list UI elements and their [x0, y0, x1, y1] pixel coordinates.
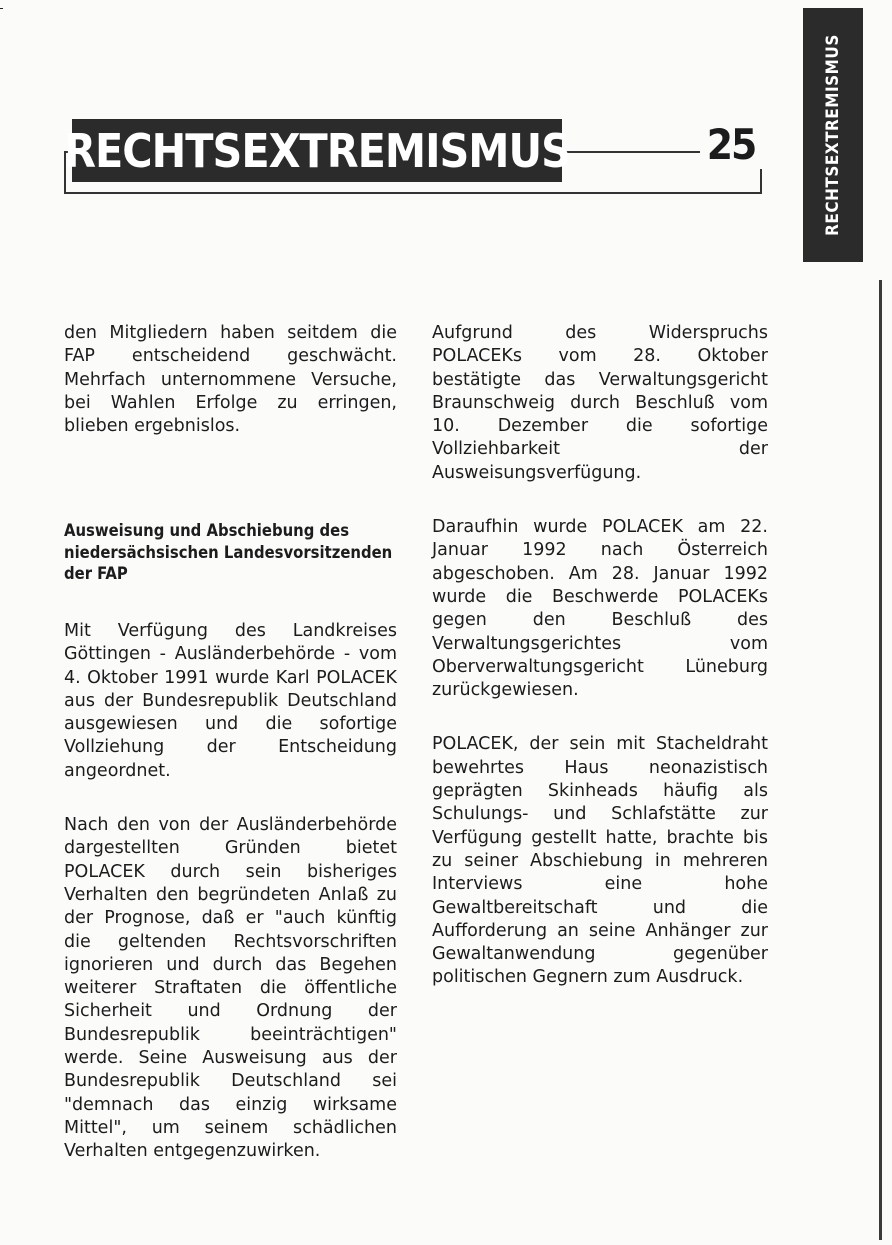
- side-chapter-tab-label: RECHTSEXTREMISMUS: [823, 34, 843, 236]
- paragraph: POLACEK, der sein mit Stacheldraht bewehrtes Haus neonazistisch geprägten Skinheads häufig als Schulungs- und Schlafstätte zur Verfügung gestellt hatte, brachte bis zu seiner Abschiebung in mehreren Interviews eine hohe Gewaltbereitschaft und die Aufforderung an seine Anhänger zur Gewaltanwendung gegenüber politischen Gegnern zum Ausdruck.: [432, 734, 768, 988]
- page-number: 25: [700, 120, 762, 169]
- left-column: [64, 322, 397, 1195]
- chapter-title: RECHTSEXTREMISMUS: [64, 123, 570, 178]
- page-edge-mark: [0, 8, 3, 9]
- header-rule: [562, 151, 702, 153]
- paragraph: Aufgrund des Widerspruchs POLACEKs vom 28. Oktober bestätigte das Verwaltungsgericht Braunschweig durch Beschluß vom 10. Dezember die sofortige Vollziehbarkeit der Ausweisungsverfügung.: [432, 323, 768, 483]
- paragraph: Daraufhin wurde POLACEK am 22. Januar 1992 nach Österreich abgeschoben. Am 28. Januar 1992 wurde die Beschwerde POLACEKs gegen den Beschluß des Verwaltungsgerichtes vom Oberverwaltungsgericht Lüneburg zurückgewiesen.: [432, 517, 768, 701]
- paragraph: den Mitgliedern haben seitdem die FAP entscheidend geschwächt. Mehrfach unternommene Versuche, bei Wahlen Erfolge zu erringen, blieben ergebnislos.: [64, 323, 397, 437]
- chapter-title-banner: [64, 119, 570, 182]
- right-column: [432, 322, 768, 1021]
- page-edge-line: [879, 280, 882, 1240]
- section-heading: Ausweisung und Abschiebung des niedersächsischen Landesvorsitzenden der FAP: [64, 521, 393, 584]
- side-chapter-tab: [803, 8, 863, 262]
- paragraph: Nach den von der Ausländerbehörde dargestellten Gründen bietet POLACEK durch sein bisheriges Verhalten den begründeten Anlaß zu der Prognose, daß er "auch künftig die geltenden Rechtsvorschriften ignorieren und durch das Begehen weiterer Straftaten die öffentliche Sicherheit und Ordnung der Bundesrepublik beeinträchtigen" werde. Seine Ausweisung aus der Bundesrepublik Deutschland sei "demnach das einzig wirksame Mittel", um seinem schädlichen Verhalten entgegenzuwirken.: [64, 815, 397, 1162]
- paragraph: Mit Verfügung des Landkreises Göttingen - Ausländerbehörde - vom 4. Oktober 1991 wurde Karl POLACEK aus der Bundesrepublik Deutschland ausgewiesen und die sofortige Vollziehung der Entscheidung angeordnet.: [64, 620, 397, 781]
